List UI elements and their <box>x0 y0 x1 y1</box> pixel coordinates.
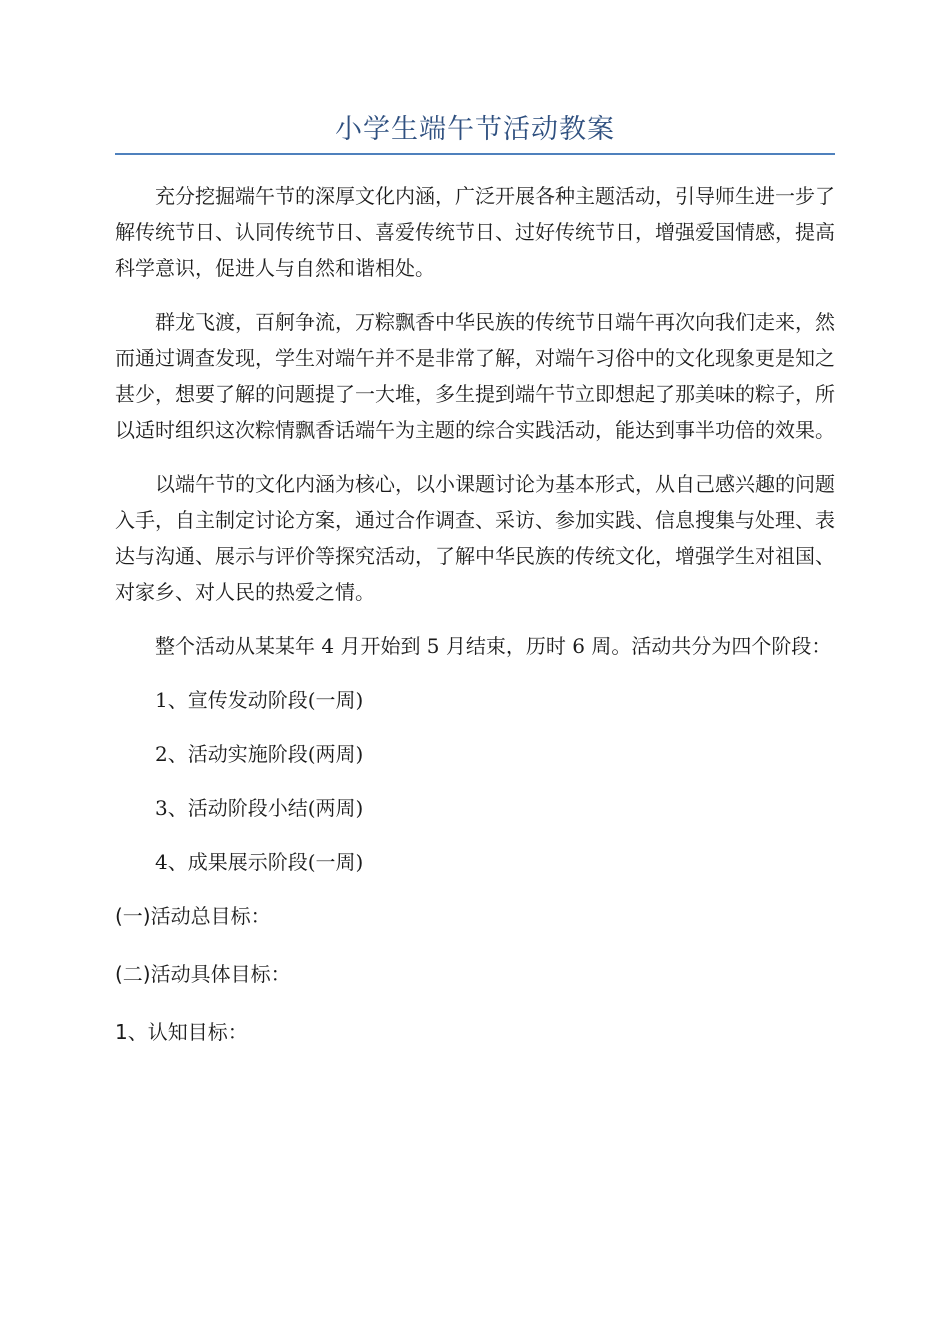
stage-item-4: 4、成果展示阶段(一周) <box>155 850 364 874</box>
intro-paragraph: 充分挖掘端午节的深厚文化内涵，广泛开展各种主题活动，引导师生进一步了解传统节日、认同传统节日、喜爱传统节日、过好传统节日，增强爱国情感，提高科学意识，促进人与自然和谐相处。 <box>115 184 835 280</box>
stage-item-2: 2、活动实施阶段(两周) <box>155 742 364 766</box>
overall-goal-heading: (一)活动总目标： <box>115 904 271 928</box>
cognitive-goal-heading: 1、认知目标： <box>115 1020 248 1044</box>
document-body <box>115 178 835 1072</box>
title-underline <box>115 153 835 155</box>
background-paragraph: 群龙飞渡，百舸争流，万粽飘香中华民族的传统节日端午再次向我们走来，然而通过调查发现，学生对端午并不是非常了解，对端午习俗中的文化现象更是知之甚少，想要了解的问题提了一大堆，多生提到端午节立即想起了那美味的粽子，所以适时组织这次粽情飘香话端午为主题的综合实践活动，能达到事半功倍的效果。 <box>115 310 835 442</box>
specific-goal-heading: (二)活动具体目标： <box>115 962 291 986</box>
document-title: 小学生端午节活动教案 <box>335 114 615 145</box>
approach-paragraph: 以端午节的文化内涵为核心，以小课题讨论为基本形式，从自己感兴趣的问题入手，自主制定讨论方案，通过合作调查、采访、参加实践、信息搜集与处理、表达与沟通、展示与评价等探究活动，了解中华民族的传统文化，增强学生对祖国、对家乡、对人民的热爱之情。 <box>115 472 835 604</box>
stage-item-1: 1、宣传发动阶段(一周) <box>155 688 364 712</box>
stage-item-3: 3、活动阶段小结(两周) <box>155 796 364 820</box>
schedule-paragraph: 整个活动从某某年 4 月开始到 5 月结束，历时 6 周。活动共分为四个阶段： <box>155 634 832 658</box>
